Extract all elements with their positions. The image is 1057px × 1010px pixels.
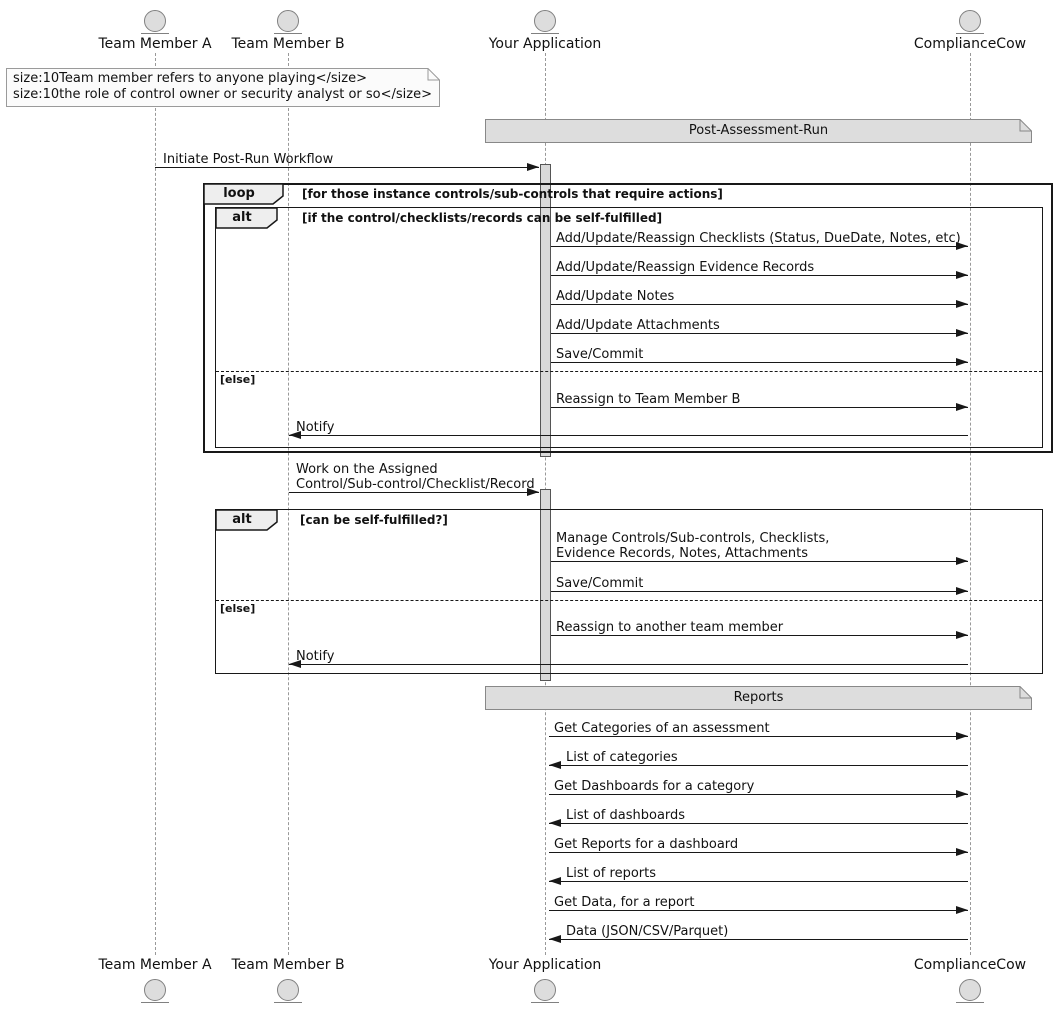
message-label-line-9-0: Manage Controls/Sub-controls, Checklists, [556, 530, 830, 546]
message-arrowhead-18 [549, 877, 561, 885]
message-label-line-20-0: Data (JSON/CSV/Parquet) [566, 924, 729, 939]
message-arrowhead-3 [956, 300, 968, 308]
message-label-9 [556, 531, 829, 562]
message-label-line-8-0: Work on the Assigned [296, 461, 438, 477]
participant-top-label-team-member-a: Team Member A [98, 36, 212, 52]
fragment-operator-label-1: alt [232, 210, 252, 225]
message-arrowhead-14 [549, 761, 561, 769]
message-label-line-6-0: Reassign to Team Member B [556, 392, 741, 407]
message-label-line-12-0: Notify [296, 649, 335, 664]
fragment-else-label-2-0: [else] [220, 602, 256, 615]
participant-bottom-underline-your-application [531, 1002, 559, 1003]
message-label-line-10-0: Save/Commit [556, 576, 644, 591]
message-label-1 [556, 231, 961, 247]
message-label-line-16-0: List of dashboards [566, 808, 686, 823]
message-arrowhead-17 [956, 848, 968, 856]
message-label-4 [556, 318, 720, 334]
note-text-line-0: size:10Team member refers to anyone playing</size> [13, 71, 367, 86]
message-label-line-17-0: Get Reports for a dashboard [554, 837, 739, 852]
message-label-line-8-1: Control/Sub-control/Checklist/Record [296, 477, 535, 492]
message-label-line-14-0: List of categories [566, 750, 678, 765]
divider-label-0: Post-Assessment-Run [688, 123, 829, 138]
fragment-else-label-1-0: [else] [220, 373, 256, 386]
message-label-line-18-0: List of reports [566, 866, 656, 881]
participant-bottom-underline-team-member-b [274, 1002, 302, 1003]
message-label-10 [556, 576, 643, 592]
participant-bottom-underline-team-member-a [141, 1002, 169, 1003]
message-label-17 [554, 837, 738, 853]
message-label-0 [163, 152, 333, 168]
message-label-20 [566, 924, 728, 940]
note-text-line-1: size:10the role of control owner or security analyst or so</size> [13, 87, 432, 102]
lifeline-team-member-a [155, 53, 156, 955]
message-label-15 [554, 779, 754, 795]
message-label-line-19-0: Get Data, for a report [554, 895, 695, 910]
message-arrowhead-16 [549, 819, 561, 827]
message-label-13 [554, 721, 770, 737]
participant-top-circle-compliancecow [959, 10, 981, 32]
message-label-line-9-1: Evidence Records, Notes, Attachments [556, 546, 809, 561]
message-label-line-15-0: Get Dashboards for a category [554, 779, 755, 794]
participant-top-underline-compliancecow [956, 33, 984, 34]
message-line-12 [289, 664, 968, 665]
fragment-guard-2: [can be self-fulfilled?] [300, 513, 448, 527]
participant-top-label-your-application: Your Application [488, 36, 602, 52]
message-label-5 [556, 347, 643, 363]
message-arrowhead-11 [956, 631, 968, 639]
fragment-operator-label-0: loop [223, 186, 255, 201]
message-label-11 [556, 620, 783, 636]
participant-top-circle-team-member-b [277, 10, 299, 32]
message-label-6 [556, 392, 740, 408]
message-arrowhead-4 [956, 329, 968, 337]
message-label-line-7-0: Notify [296, 420, 335, 435]
participant-top-underline-team-member-b [274, 33, 302, 34]
message-label-19 [554, 895, 694, 911]
message-label-line-4-0: Add/Update Attachments [556, 318, 720, 333]
message-label-12 [296, 649, 334, 665]
message-label-7 [296, 420, 334, 436]
message-arrowhead-5 [956, 358, 968, 366]
message-arrowhead-6 [956, 403, 968, 411]
participant-bottom-circle-team-member-a [144, 979, 166, 1001]
fragment-guard-0: [for those instance controls/sub-controls that require actions] [302, 187, 723, 201]
message-arrowhead-19 [956, 906, 968, 914]
message-label-16 [566, 808, 685, 824]
message-label-14 [566, 750, 678, 766]
message-label-8 [296, 462, 535, 493]
participant-bottom-label-your-application: Your Application [488, 957, 602, 973]
fragment-else-line-1-0 [216, 371, 1042, 372]
message-label-line-2-0: Add/Update/Reassign Evidence Records [556, 260, 815, 275]
fragment-else-line-2-0 [216, 600, 1042, 601]
participant-bottom-circle-team-member-b [277, 979, 299, 1001]
message-line-7 [289, 435, 968, 436]
message-label-line-5-0: Save/Commit [556, 347, 644, 362]
message-arrowhead-13 [956, 732, 968, 740]
participant-bottom-circle-compliancecow [959, 979, 981, 1001]
message-arrowhead-15 [956, 790, 968, 798]
message-label-3 [556, 289, 674, 305]
participant-top-label-team-member-b: Team Member B [231, 36, 345, 52]
message-arrowhead-2 [956, 271, 968, 279]
participant-bottom-label-team-member-a: Team Member A [98, 957, 212, 973]
message-label-line-11-0: Reassign to another team member [556, 620, 784, 635]
participant-top-label-compliancecow: ComplianceCow [913, 36, 1027, 52]
participant-top-circle-team-member-a [144, 10, 166, 32]
message-label-line-3-0: Add/Update Notes [556, 289, 675, 304]
participant-top-circle-your-application [534, 10, 556, 32]
message-label-2 [556, 260, 814, 276]
participant-top-underline-your-application [531, 33, 559, 34]
message-label-line-13-0: Get Categories of an assessment [554, 721, 770, 736]
message-arrowhead-0 [527, 163, 539, 171]
divider-label-1: Reports [733, 690, 784, 705]
message-label-line-0-0: Initiate Post-Run Workflow [163, 152, 334, 167]
message-arrowhead-20 [549, 935, 561, 943]
participant-bottom-label-compliancecow: ComplianceCow [913, 957, 1027, 973]
fragment-operator-label-2: alt [232, 512, 252, 527]
message-arrowhead-10 [956, 587, 968, 595]
participant-bottom-underline-compliancecow [956, 1002, 984, 1003]
participant-bottom-label-team-member-b: Team Member B [231, 957, 345, 973]
message-label-18 [566, 866, 656, 882]
message-label-line-1-0: Add/Update/Reassign Checklists (Status, DueDate, Notes, etc) [556, 231, 961, 246]
fragment-guard-1: [if the control/checklists/records can be self-fulfilled] [302, 211, 663, 225]
message-arrowhead-9 [956, 557, 968, 565]
participant-bottom-circle-your-application [534, 979, 556, 1001]
participant-top-underline-team-member-a [141, 33, 169, 34]
